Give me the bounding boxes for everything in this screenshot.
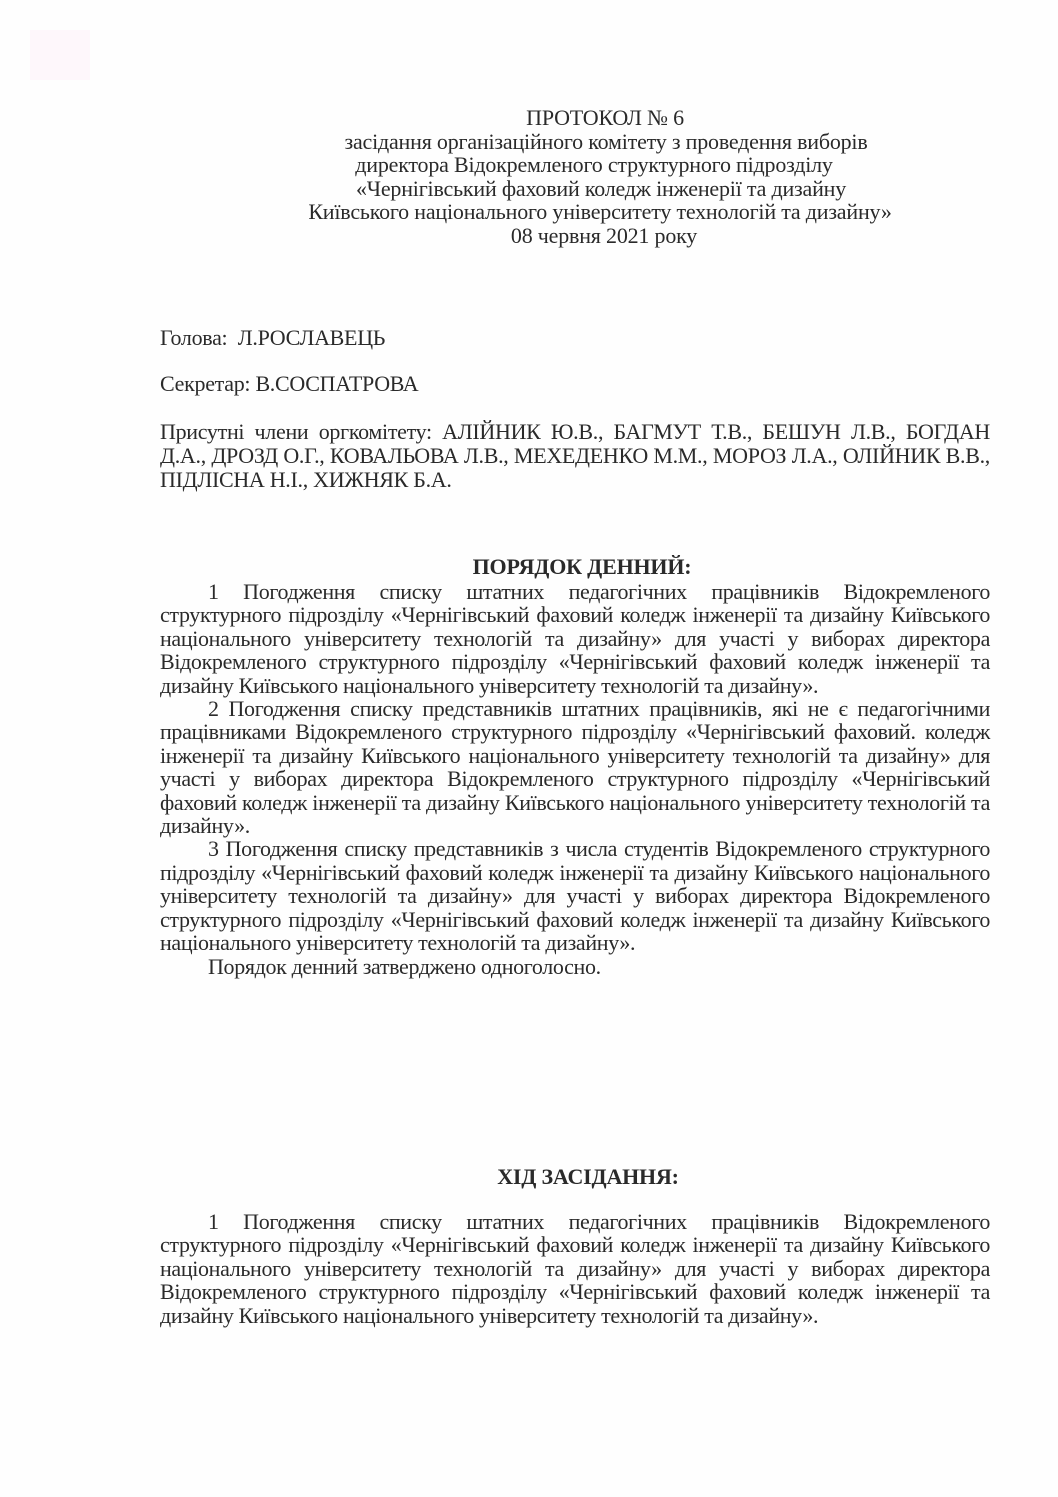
header-subtitle-line: «Чернігівський фаховий коледж інженерії та дизайну	[355, 175, 847, 201]
secretary-name: В.СОСПАТРОВА	[255, 371, 419, 396]
document-header	[150, 106, 1050, 247]
header-subtitle-line: директора Відокремленого структурного підрозділу	[355, 152, 833, 177]
chair-line	[160, 326, 990, 350]
secretary-label: Секретар:	[160, 371, 251, 396]
agenda-approval: Порядок денний затверджено одноголосно.	[208, 953, 601, 979]
header-subtitle-line: засідання організаційного комітету з проведення виборів	[344, 128, 868, 154]
protocol-title: ПРОТОКОЛ № 6	[526, 105, 684, 130]
members-line	[160, 420, 990, 492]
chair-name: Л.РОСЛАВЕЦЬ	[237, 325, 386, 350]
agenda-item: 3 Погодження списку представників з числа студентів Відокремленого структурного підрозділу «Чернігівський фаховий коледж інженерії та дизайну Київського національного університету технологій та дизайну» для участі у виборах директора Відокремленого структурного підрозділу «Чернігівський фаховий коледж інженерії та дизайну Київського національного університету технологій та дизайну».	[160, 836, 990, 956]
agenda-list	[160, 580, 990, 978]
meeting-date: 08 червня 2021 року	[510, 222, 698, 248]
secretary-line	[160, 372, 990, 396]
proceedings-list	[160, 1210, 990, 1327]
proceedings-title: ХІД ЗАСІДАННЯ:	[497, 1164, 679, 1189]
members-list: АЛІЙНИК Ю.В., БАГМУТ Т.В., БЕШУН Л.В., БОГДАН Д.А., ДРОЗД О.Г., КОВАЛЬОВА Л.В., МЕХЕДЕНКО М.М., МОРОЗ Л.А., ОЛІЙНИК В.В., ПІДЛІСНА Н.І., ХИЖНЯК Б.А.	[160, 419, 990, 492]
header-subtitle-line: Київського національного університету технологій та дизайну»	[308, 199, 892, 224]
agenda-item: 1 Погодження списку штатних педагогічних працівників Відокремленого структурного підрозділу «Чернігівський фаховий коледж інженерії та дизайну Київського національного університету технологій та дизайну» для участі у виборах директора Відокремленого структурного підрозділу «Чернігівський фаховий коледж інженерії та дизайну Київського національного університету технологій та дизайну».	[160, 579, 990, 698]
chair-label: Голова:	[160, 325, 228, 350]
agenda-title: ПОРЯДОК ДЕННИЙ:	[472, 554, 692, 579]
members-label: Присутні члени оргкомітету:	[160, 419, 432, 444]
agenda-item: 2 Погодження списку представників штатних працівників, які не є педагогічними працівниками Відокремленого структурного підрозділу «Чернігівський фаховий. коледж інженерії та дизайну Київського національного університету технологій та дизайну» для участі у виборах директора Відокремленого структурного підрозділу «Чернігівський фаховий коледж інженерії та дизайну Київського національного університету технологій та дизайну».	[160, 696, 990, 839]
proceedings-item: 1 Погодження списку штатних педагогічних працівників Відокремленого структурного підрозділу «Чернігівський фаховий коледж інженерії та дизайну Київського національного університету технологій та дизайну» для участі у виборах директора Відокремленого структурного підрозділу «Чернігівський фаховий коледж інженерії та дизайну Київського національного університету технологій та дизайну».	[160, 1209, 990, 1328]
scan-artifact	[30, 30, 90, 80]
